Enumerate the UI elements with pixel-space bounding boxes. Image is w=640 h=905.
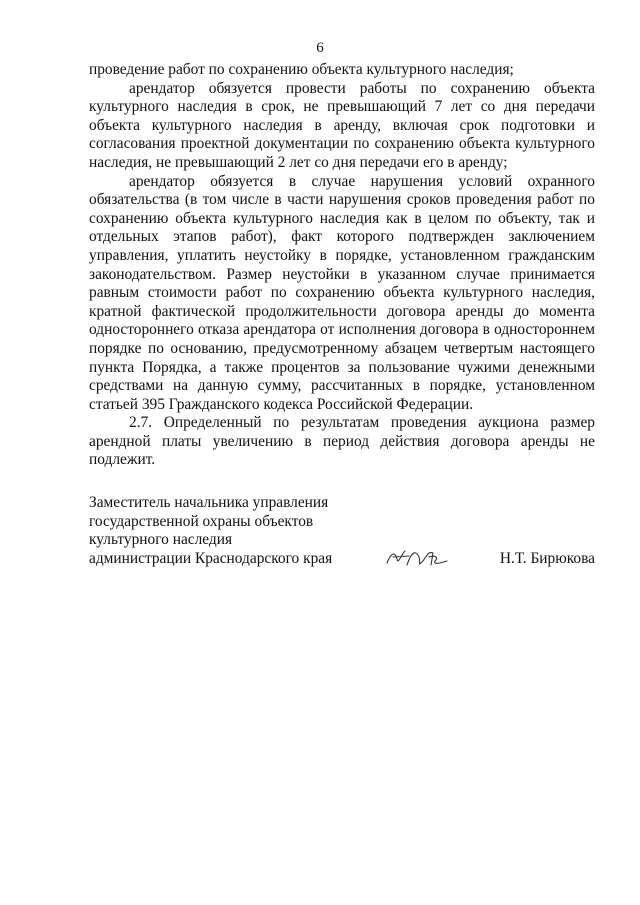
page-number: 6 (316, 40, 324, 56)
signatory-name: Н.Т. Бирюкова (499, 550, 595, 567)
paragraph-works-deadline: арендатор обязуется провести работы по сохранению объекта культурного наследия в срок, не превышающий 7 лет со дня передачи объекта культурного наследия в аренду, включая срок подготовки и согласования проектной документации по сохранению объекта культурного наследия, не превышающий 2 лет со дня передачи его в аренду; (89, 79, 595, 171)
document-body (89, 61, 595, 470)
signatory-title-line-3: культурного наследия (89, 531, 233, 549)
signatory-title-line-2: государственной охраны объектов (89, 512, 314, 530)
paragraph-penalty: арендатор обязуется в случае нарушения условий охранного обязательства (в том числе в части нарушения сроков проведения работ по сохранению объекта культурного наследия как в целом по объекту, так и отдельных этапов работ), факт которого подтвержден заключением управления, уплатить неустойку в порядке, установленном гражданским законодательством. Размер неустойки в указанном случае принимается равным стоимости работ по сохранению объекта культурного наследия, кратной фактической продолжительности договора аренды до момента одностороннего отказа арендатора от исполнения договора в одностороннем порядке по основанию, предусмотренному абзацем четвертым настоящего пункта Порядка, а также процентов за пользование чужими денежными средствами на данную сумму, рассчитанных в порядке, установленном статьей 395 Гражданского кодекса Российской Федерации. (89, 172, 595, 413)
signature-block (89, 494, 595, 568)
signatory-title-line-4: администрации Краснодарского края (89, 549, 333, 567)
handwritten-signature (383, 543, 453, 571)
signatory-title-line-1: Заместитель начальника управления (89, 494, 329, 511)
paragraph-continuation: проведение работ по сохранению объекта культурного наследия; (89, 61, 514, 78)
paragraph-clause-2-7: 2.7. Определенный по результатам проведения аукциона размер арендной платы увеличению в период действия договора аренды не подлежит. (89, 414, 595, 469)
